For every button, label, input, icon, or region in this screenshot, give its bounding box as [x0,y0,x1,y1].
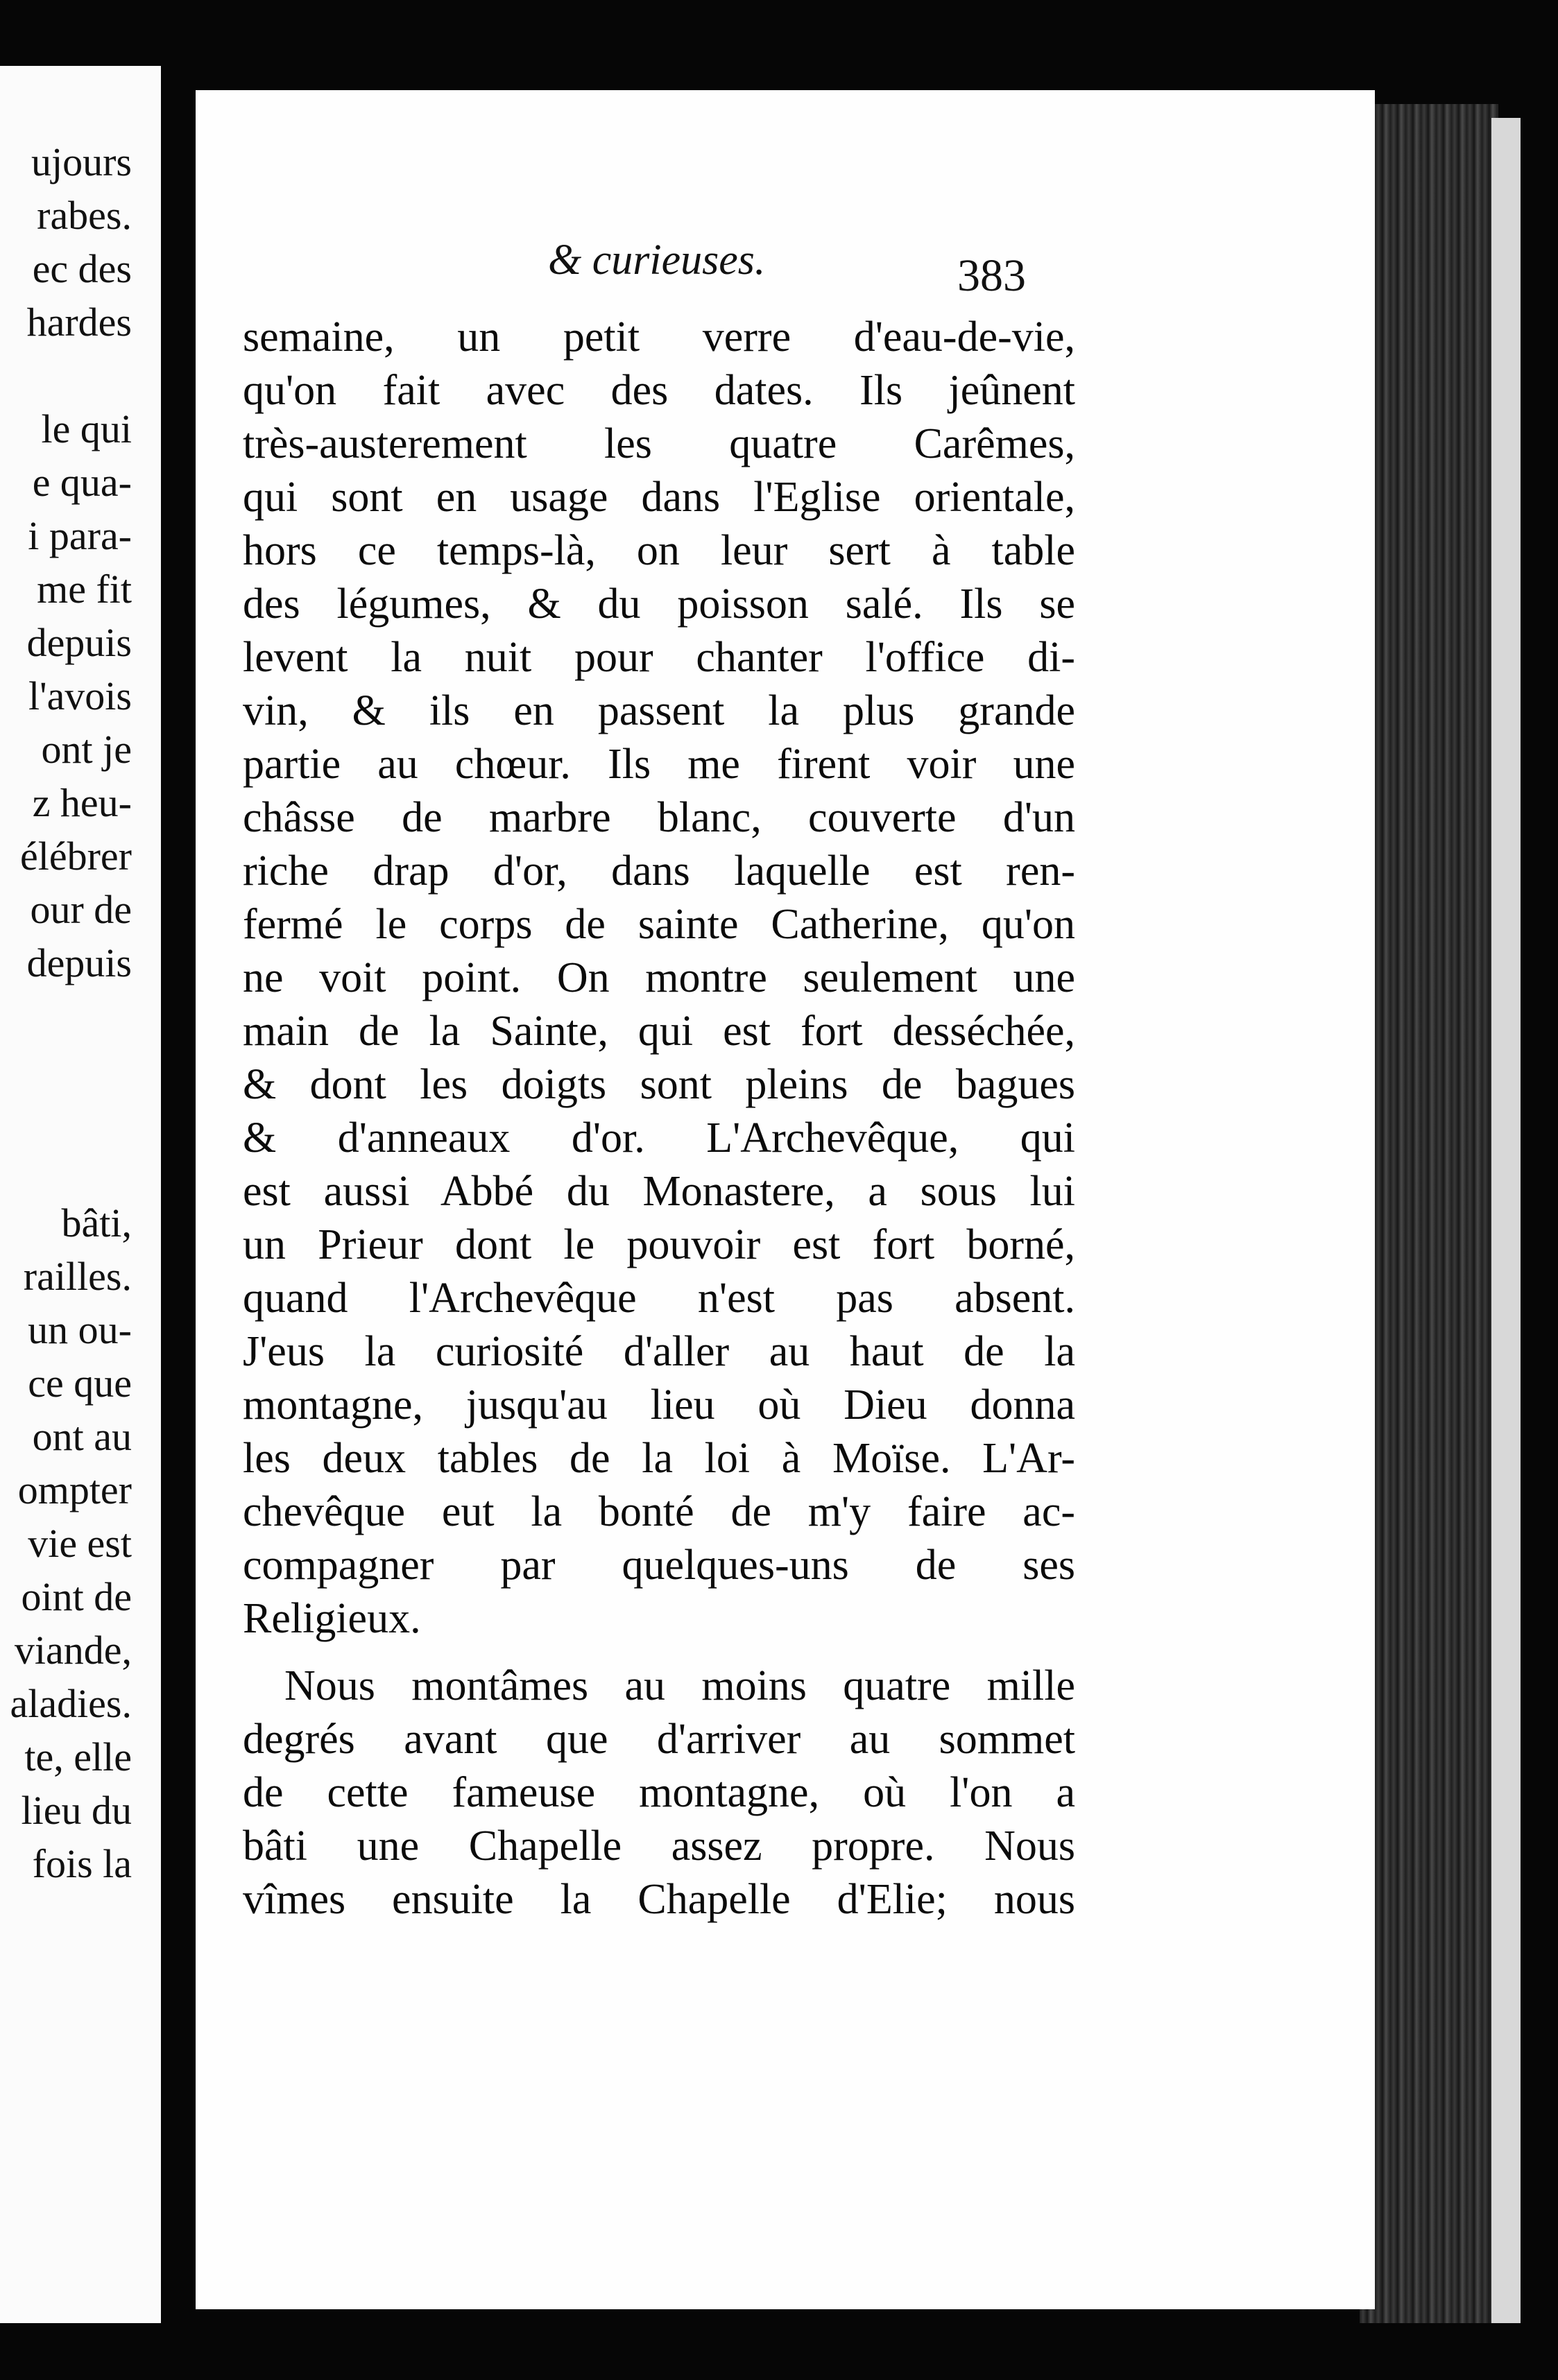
facing-page-line: ce que [28,1361,132,1406]
facing-page-line: le qui [41,406,132,451]
text-line: riche drap d'or, dans laquelle est ren- [243,847,1075,895]
text-line: semaine, un petit verre d'eau-de-vie, [243,313,1075,361]
text-line: compagner par quelques-uns de ses [243,1542,1075,1589]
facing-page-line: te, elle [24,1734,132,1779]
text-line: partie au chœur. Ils me firent voir une [243,741,1075,788]
facing-page-line: ec des [32,246,132,291]
text-line: & d'anneaux d'or. L'Archevêque, qui [243,1114,1075,1162]
facing-page-line: viande, [14,1628,132,1673]
text-line: fermé le corps de sainte Catherine, qu'on [243,901,1075,948]
text-line: qu'on fait avec des dates. Ils jeûnent [243,367,1075,414]
text-line: les deux tables de la loi à Moïse. L'Ar- [243,1435,1075,1482]
text-line: vin, & ils en passent la plus grande [243,687,1075,734]
facing-page-line: aladies. [10,1681,132,1726]
text-line: vîmes ensuite la Chapelle d'Elie; nous [243,1876,1075,1923]
facing-page-line: ujours [31,139,132,184]
facing-page-line: lieu du [21,1788,132,1833]
facing-page-line: e qua- [32,460,132,505]
text-line: très-austerement les quatre Carêmes, [243,420,1075,467]
facing-page-line: élébrer [20,834,132,879]
text-line: hors ce temps-là, on leur sert à table [243,527,1075,574]
facing-page-line: bâti, [61,1200,132,1245]
text-line: levent la nuit pour chanter l'office di- [243,634,1075,681]
text-line: chevêque eut la bonté de m'y faire ac- [243,1488,1075,1535]
text-line: J'eus la curiosité d'aller au haut de la [243,1328,1075,1375]
text-line: de cette fameuse montagne, où l'on a [243,1769,1075,1816]
text-line: Religieux. [243,1595,421,1642]
text-line: ne voit point. On montre seulement une [243,954,1075,1001]
facing-page-line: ont je [41,727,132,772]
facing-page-line: depuis [26,620,132,665]
page-edges [1360,104,1498,2323]
text-line: un Prieur dont le pouvoir est fort borné, [243,1221,1075,1268]
facing-page-line: l'avois [28,673,132,718]
facing-page-line: hardes [26,300,132,345]
text-line: degrés avant que d'arriver au sommet [243,1716,1075,1763]
facing-page-line: ont au [32,1414,132,1459]
facing-page-line: un ou- [28,1307,132,1352]
facing-page-line: our de [30,887,132,932]
text-line: montagne, jusqu'au lieu où Dieu donna [243,1381,1075,1429]
text-line: châsse de marbre blanc, couverte d'un [243,794,1075,841]
facing-page-line: depuis [26,940,132,985]
facing-page-line: fois la [32,1841,132,1886]
facing-page-line: vie est [28,1521,132,1566]
facing-page-line: rabes. [37,193,132,238]
text-line: Nous montâmes au moins quatre mille [284,1662,1075,1709]
text-line: quand l'Archevêque n'est pas absent. [243,1275,1075,1322]
facing-page-line: z heu- [32,780,132,825]
facing-page-line: me fit [37,567,132,612]
facing-page [0,66,161,2323]
text-line: & dont les doigts sont pleins de bagues [243,1061,1075,1108]
facing-page-line: oint de [21,1574,132,1619]
running-header: & curieuses. [548,236,766,284]
text-line: des légumes, & du poisson salé. Ils se [243,580,1075,628]
back-cover-edge [1491,118,1521,2323]
facing-page-line: railles. [23,1254,132,1299]
text-line: qui sont en usage dans l'Eglise orientale, [243,474,1075,521]
facing-page-line: ompter [17,1467,132,1512]
facing-page-line: i para- [28,513,132,558]
text-line: est aussi Abbé du Monastere, a sous lui [243,1168,1075,1215]
page-number: 383 [957,250,1026,301]
text-line: main de la Sainte, qui est fort desséchée, [243,1008,1075,1055]
text-line: bâti une Chapelle assez propre. Nous [243,1822,1075,1870]
